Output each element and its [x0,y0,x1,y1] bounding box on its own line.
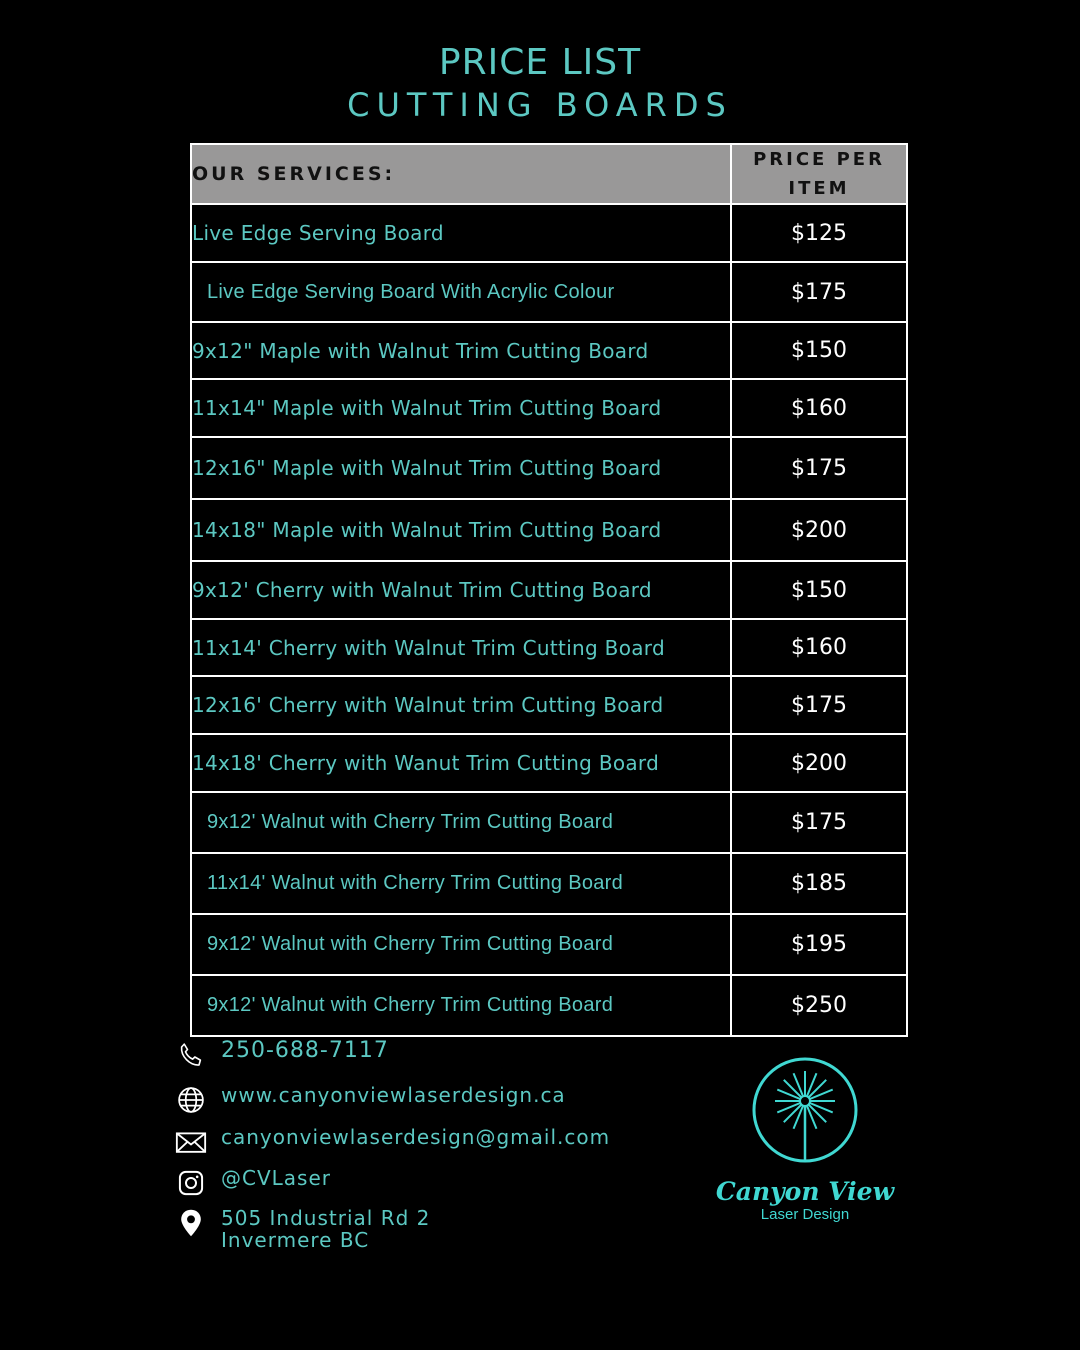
table-row [191,734,907,792]
website-link[interactable]: www.canyonviewlaserdesign.ca [221,1083,566,1107]
address-line2: Invermere BC [221,1228,370,1252]
page-subtitle: CUTTING BOARDS [347,86,733,124]
service-name: Live Edge Serving Board [191,204,731,262]
page-title: PRICE LIST [438,42,642,83]
service-price: $195 [731,914,907,975]
table-header-row [191,144,907,204]
service-name: 12x16" Maple with Walnut Trim Cutting Board [191,437,731,499]
contact-website-row [175,1084,566,1116]
service-name: 11x14' Cherry with Walnut Trim Cutting Board [191,619,731,676]
contact-phone-row [175,1040,389,1072]
service-name: 9x12' Cherry with Walnut Trim Cutting Board [191,561,731,619]
service-price: $175 [731,437,907,499]
location-pin-icon [175,1207,207,1239]
table-row [191,792,907,853]
logo-tagline: Laser Design [760,1206,850,1223]
table-row [191,499,907,561]
service-name: 9x12' Walnut with Cherry Trim Cutting Board [191,975,731,1036]
service-price: $185 [731,853,907,914]
service-name: 9x12' Walnut with Cherry Trim Cutting Board [191,792,731,853]
service-price: $175 [731,262,907,322]
email-link[interactable]: canyonviewlaserdesign@gmail.com [221,1125,611,1149]
table-row [191,437,907,499]
service-price: $150 [731,561,907,619]
globe-icon [175,1084,207,1116]
company-logo [710,1055,900,1223]
contact-instagram-row [175,1167,331,1199]
instagram-icon [175,1167,207,1199]
table-row [191,914,907,975]
service-name: 11x14" Maple with Walnut Trim Cutting Board [191,379,731,437]
table-row [191,204,907,262]
service-name: 12x16' Cherry with Walnut trim Cutting Board [191,676,731,734]
table-row [191,379,907,437]
service-price: $160 [731,379,907,437]
service-price: $200 [731,734,907,792]
service-name: Live Edge Serving Board With Acrylic Colour [191,262,731,322]
service-price: $175 [731,792,907,853]
service-price: $200 [731,499,907,561]
phone-number[interactable]: 250-688-7117 [221,1038,389,1063]
service-price: $150 [731,322,907,379]
instagram-handle[interactable]: @CVLaser [221,1166,331,1190]
table-row [191,853,907,914]
dandelion-logo-icon [750,1150,860,1169]
service-name: 14x18' Cherry with Wanut Trim Cutting Board [191,734,731,792]
service-name: 11x14' Walnut with Cherry Trim Cutting Board [191,853,731,914]
table-row [191,561,907,619]
service-price: $175 [731,676,907,734]
service-price: $125 [731,204,907,262]
price-table [190,143,908,1037]
service-price: $160 [731,619,907,676]
phone-icon [175,1040,207,1072]
table-row [191,975,907,1036]
service-name: 9x12' Walnut with Cherry Trim Cutting Board [191,914,731,975]
address-line1: 505 Industrial Rd 2 [221,1206,431,1230]
service-name: 14x18" Maple with Walnut Trim Cutting Board [191,499,731,561]
table-row [191,322,907,379]
logo-name: Canyon View [715,1177,895,1206]
price-header-line1: PRICE PER [753,149,885,170]
contact-address-row [175,1207,430,1251]
table-row [191,262,907,322]
contact-email-row [175,1126,610,1158]
table-row [191,676,907,734]
table-row [191,619,907,676]
service-price: $250 [731,975,907,1036]
services-column-header: OUR SERVICES: [191,144,731,204]
price-header-line2: ITEM [788,178,850,199]
mail-icon [175,1126,207,1158]
address [221,1207,430,1251]
price-column-header [731,144,907,204]
service-name: 9x12" Maple with Walnut Trim Cutting Board [191,322,731,379]
